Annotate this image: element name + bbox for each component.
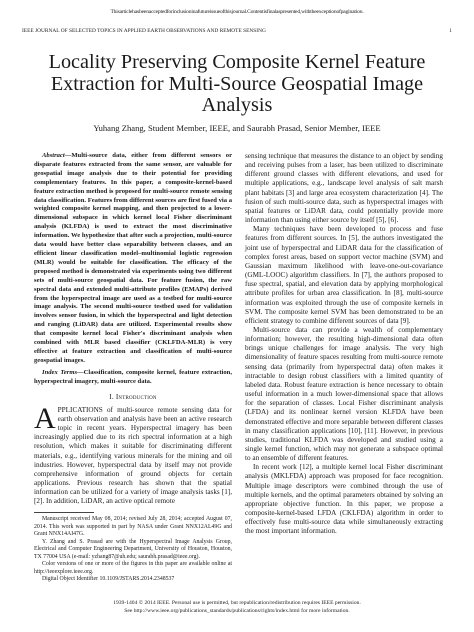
body-paragraph: sensing technique that measures the distance to an object by sending and receiving pulses from a laser, has been utilized to discriminate different ground classes with different elevations, and used for multiple applications, e.g., landscape level analysis of salt marsh plant habitats [3] and large area ecosystem characterization [4]. The fusion of such multi-source data, such as hyperspectral images with spatial features or LiDAR data, could potentially provide more information than using either source by itself [5], [6]. (245, 152, 443, 225)
body-paragraph: In recent work [12], a multiple kernel local Fisher discriminant analysis (MKLFDA) approach was proposed for face recognition. Multiple image descriptors were combined through the use of multiple kernels, and the optimal parameters obtained by solving an appropriate objective function. In this paper, we propose a composite-kernel-based LFDA (CKLFDA) algorithm in order to effectively fuse multi-source data while simultaneously extracting the most important information. (245, 463, 443, 536)
intro-paragraph: APPLICATIONS of multi-source remote sensing data for earth observation and analysis have been an active research topic in recent years. Hyperspectral imagery has been increasingly applied due to its rich spectral information at a high resolution, which makes it suitable for discriminating different materials, e.g., identifying various minerals for the mining and oil industries. However, hyperspectral data by itself may not provide comprehensive information of ground objects for certain applications. Previous research has shown that the spatial information can be utilized for a variety of image analysis tasks [1], [2]. In addition, LiDAR, an active optical remote (34, 401, 232, 506)
copyright-line: 1939-1404 © 2014 IEEE. Personal use is permitted, but republication/redistribution requires IEEE permission. (113, 600, 361, 606)
abstract-label: Abstract (42, 152, 65, 159)
footnote-manuscript: Manuscript received May 08, 2014; revised July 28, 2014; accepted August 07, 2014. This work was supported in part by NASA under Grant NNX12AL49G and Grant NNX14AI47G. (34, 516, 232, 538)
abstract (34, 152, 232, 366)
footnote-divider (34, 512, 94, 513)
page-number: 1 (449, 28, 452, 34)
footnote-affiliation: Y. Zhang and S. Prasad are with the Hyperspectral Image Analysis Group, Electrical and Computer Engineering Department, University of Houston, Houston, TX 77004 USA (e-mail: yzhang87@uh.edu; saurabh.prasad@ieee.org). (34, 538, 232, 560)
right-column (245, 152, 443, 537)
left-column (34, 152, 232, 584)
running-header (22, 28, 452, 34)
paper-title: Locality Preserving Composite Kernel Feature Extraction for Multi-Source Geospatial Image Analysis (48, 51, 426, 116)
index-terms-label: Index Terms (42, 368, 78, 376)
acceptance-notice: Thisarticlehasbeenacceptedforinclusioninafutureissueofthisjournal.Contentisfinalaspresented,withtheexceptionofpagination. (110, 9, 364, 15)
permissions-line: See http://www.ieee.org/publications_standards/publications/rights/index.html for more information. (124, 608, 350, 614)
footnote-color: Color versions of one or more of the figures in this paper are available online at http://ieeexplore.ieee.org. (34, 561, 232, 575)
body-paragraph: Many techniques have been developed to process and fuse features from different sources. In [5], the authors investigated the joint use of hyperspectral and LiDAR data for the classification of complex forest areas, based on support vector machine (SVM) and Gaussian maximum likelihood with leave-one-out-covariance (GML-LOOC) algorithm classifiers. In [7], the authors proposed to fuse spectral, spatial, and elevation data by applying morphological attribute profiles for urban area classification. In [8], multi-source information was exploited through the use of composite kernels in SVM. The composite kernel SVM has been demonstrated to be an efficient strategy to combine different sources of data [9]. (245, 225, 443, 325)
journal-name: IEEE JOURNAL OF SELECTED TOPICS IN APPLIED EARTH OBSERVATIONS AND REMOTE SENSING (22, 28, 266, 34)
section-heading: I. Introduction (109, 392, 157, 401)
index-terms (34, 369, 232, 387)
index-terms-text: —Classification, composite kernel, feature extraction, hyperspectral imagery, multi-source data. (34, 368, 232, 385)
author-line: Yuhang Zhang, Student Member, IEEE, and Saurabh Prasad, Senior Member, IEEE (93, 123, 381, 133)
footnote-doi: Digital Object Identifier 10.1109/JSTARS.2014.2348537 (42, 576, 175, 583)
body-paragraph: Multi-source data can provide a wealth of complementary information; however, the resulting high-dimensional data often brings unique challenges for image analysis. The very high dimensionality of feature spaces resulting from multi-source remote sensing data (primarily from hyperspectral data) often makes it intractable to design robust classifiers with a limited quantity of labeled data. Robust feature extraction is hence necessary to obtain useful information in a much lower-dimensional space that allows for the separation of classes. Local Fisher discriminant analysis (LFDA) and its nonlinear kernel version KLFDA have been demonstrated effective and more separable between different classes in many classification applications [10], [11]. However, in previous studies, traditional KLFDA was developed and studied using a single kernel function, which may not generate a subspace optimal to an ensemble of different features. (245, 325, 443, 463)
abstract-text: —Multi-source data, either from different sensors or disparate features extracted from the same sensor, are valuable for geospatial image analysis due to their potential for providing complementary features. In this paper, a composite-kernel-based feature extraction method is proposed for multi-source remote sensing data classification. Features from different sources are first fused via a weighted composite kernel mapping, and then projected to a lower-dimensional subspace in which kernel local Fisher discriminant analysis (KLFDA) is used to extract the most discriminative information. We hypothesize that after such a projection, multi-source data would have better class separability between classes, and an efficient linear classification model–multinomial logistic regression (MLR) would be suitable for classification. The efficacy of the proposed method is demonstrated via experiments using two different sets of multi-source geospatial data. For feature fusion, the raw spectral data and extended multi-attribute profiles (EMAPs) derived from the hyperspectral image are used as a testbed for multi-source image analysis. The second multi-source testbed used for validation involves sensor fusion, in which the hyperspectral and light detection and ranging (LiDAR) data are utilized. Experimental results show that composite kernel local Fisher's discriminant analysis when combined with MLR based classifier (CKLFDA-MLR) is very effective at feature extraction and classification of multi-source geospatial images. (34, 152, 232, 364)
